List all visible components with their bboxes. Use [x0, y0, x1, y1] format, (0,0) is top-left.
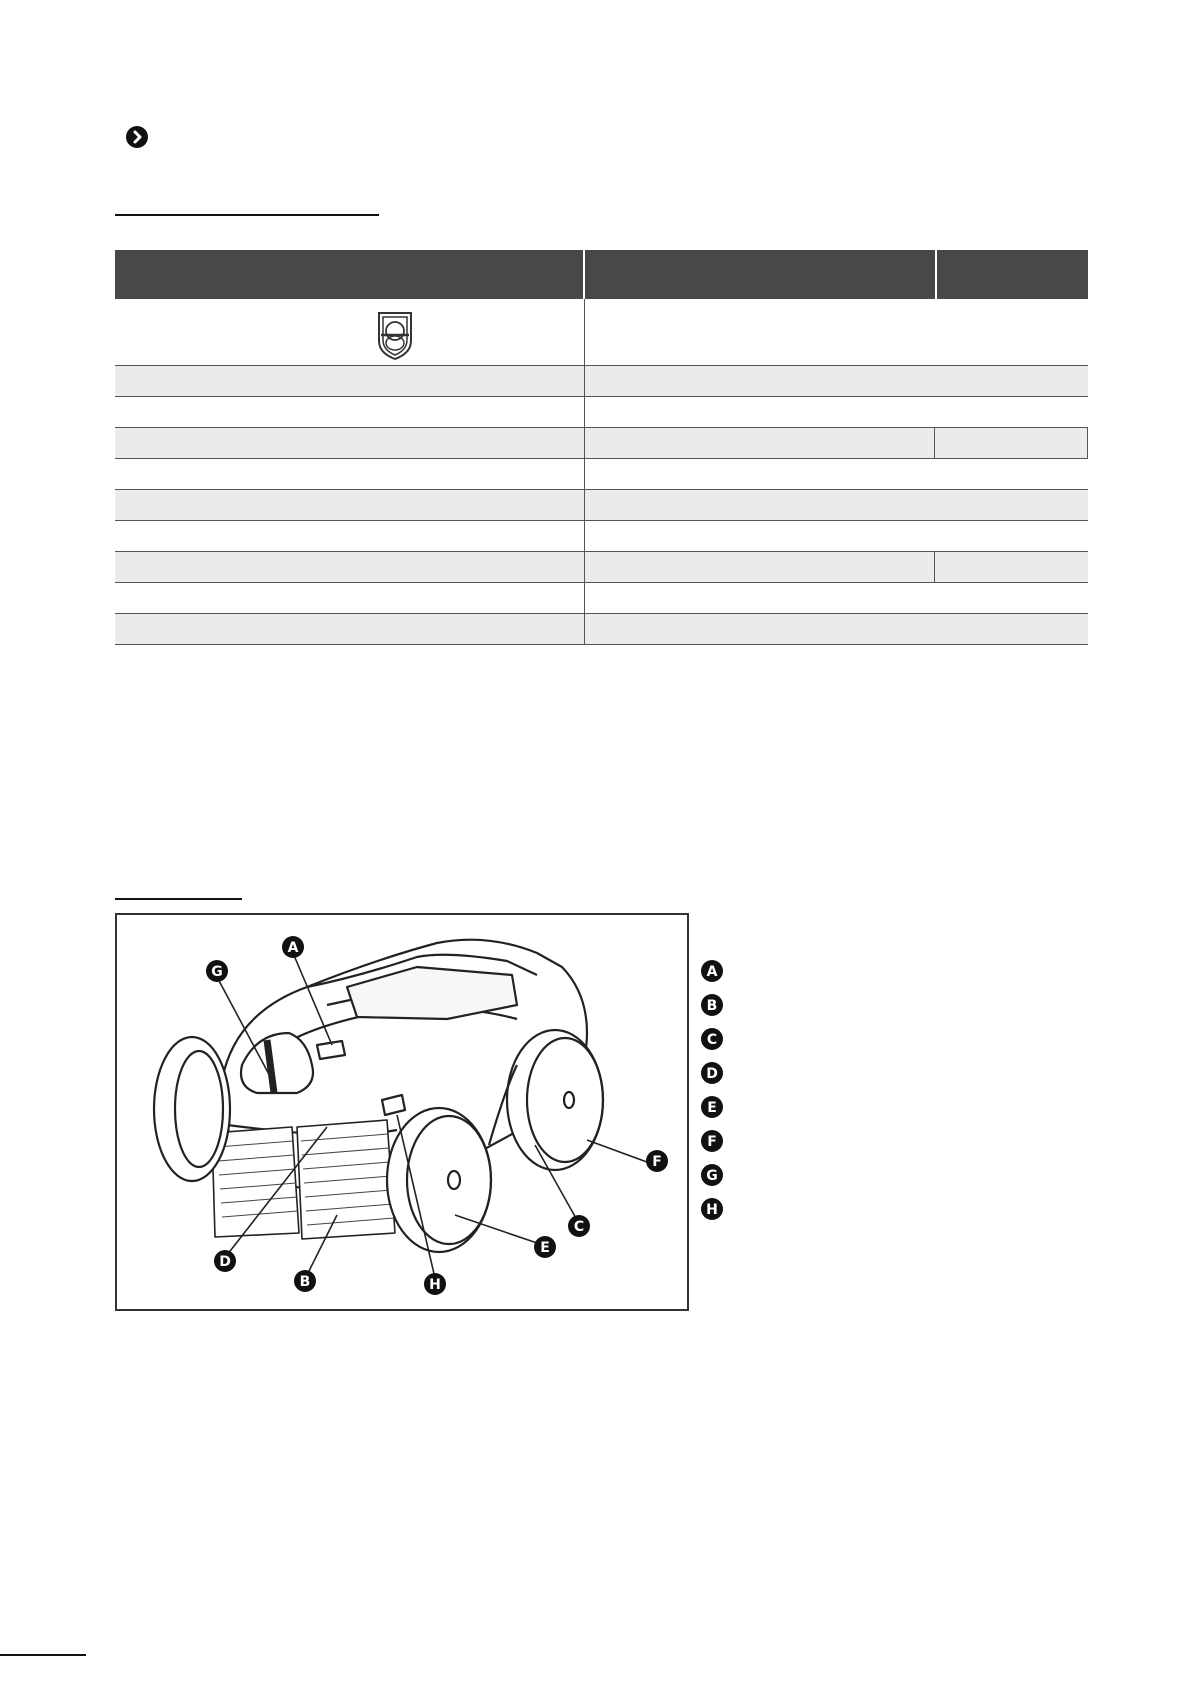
- table-cell: [115, 552, 585, 582]
- header-cell: [937, 250, 1088, 299]
- svg-text:D: D: [219, 1254, 231, 1270]
- table-row: [115, 397, 1088, 428]
- table-cell: [585, 397, 1088, 427]
- table-row: [115, 459, 1088, 490]
- table-cell: [115, 459, 585, 489]
- table-row: [115, 490, 1088, 521]
- svg-text:A: A: [287, 940, 299, 956]
- table-cell: [115, 583, 585, 613]
- legend-item-e: [701, 1096, 723, 1118]
- legend-item-g: [701, 1164, 723, 1186]
- svg-text:H: H: [429, 1277, 441, 1293]
- header-cell: [585, 250, 937, 299]
- legend-item-b: [701, 994, 723, 1016]
- robot-cleaner-figure: [115, 913, 689, 1311]
- table-cell: [115, 614, 585, 644]
- svg-text:E: E: [707, 1100, 717, 1116]
- svg-text:H: H: [706, 1202, 718, 1218]
- table-cell: [585, 299, 1088, 365]
- shield-certification-icon: [365, 305, 425, 365]
- table-row: [115, 299, 1088, 366]
- table-cell: [115, 490, 585, 520]
- table-row: [115, 521, 1088, 552]
- legend-letters: [700, 960, 724, 1230]
- table-cell: [585, 428, 935, 458]
- section-heading-underline: [115, 214, 379, 216]
- svg-text:B: B: [299, 1274, 311, 1290]
- table-cell: [585, 521, 1088, 551]
- callout-d: [214, 1250, 236, 1272]
- svg-text:C: C: [573, 1219, 585, 1235]
- table-row: [115, 583, 1088, 614]
- legend-item-c: [701, 1028, 723, 1050]
- table-cell: [585, 366, 1088, 396]
- svg-text:F: F: [652, 1154, 662, 1170]
- table-cell: [115, 366, 585, 396]
- table-cell: [115, 299, 585, 365]
- table-cell: [115, 521, 585, 551]
- table-row: [115, 552, 1088, 583]
- svg-text:B: B: [706, 998, 718, 1014]
- callout-b: [294, 1270, 316, 1292]
- svg-text:C: C: [706, 1032, 718, 1048]
- legend-item-a: [701, 960, 723, 982]
- footer-rule: [0, 1654, 86, 1656]
- legend-item-d: [701, 1062, 723, 1084]
- table-cell: [585, 552, 935, 582]
- svg-text:G: G: [211, 964, 223, 980]
- table-row: [115, 428, 1088, 459]
- parts-legend: [700, 960, 724, 1235]
- callout-c: [568, 1215, 590, 1237]
- table-cell: [935, 428, 1088, 458]
- chevron-right-circle-icon: [126, 126, 148, 148]
- svg-text:D: D: [706, 1066, 718, 1082]
- table-cell: [115, 397, 585, 427]
- svg-text:G: G: [706, 1168, 718, 1184]
- table-row: [115, 614, 1088, 645]
- callout-g: [206, 960, 228, 982]
- callout-e: [534, 1236, 556, 1258]
- section-heading-underline: [115, 898, 242, 900]
- table-cell: [115, 428, 585, 458]
- callout-h: [424, 1273, 446, 1295]
- table-cell: [585, 614, 1088, 644]
- header-cell: [115, 250, 585, 299]
- svg-text:F: F: [707, 1134, 717, 1150]
- table-cell: [935, 552, 1088, 582]
- svg-text:E: E: [540, 1240, 550, 1256]
- callout-f: [646, 1150, 668, 1172]
- table-cell: [585, 459, 1088, 489]
- legend-item-f: [701, 1130, 723, 1152]
- robot-cleaner-illustration: [117, 915, 687, 1309]
- table-cell: [585, 583, 1088, 613]
- legend-item-h: [701, 1198, 723, 1220]
- table-row: [115, 366, 1088, 397]
- svg-text:A: A: [706, 964, 718, 980]
- table-cell: [585, 490, 1088, 520]
- table-header: [115, 250, 1088, 299]
- callout-a: [282, 936, 304, 958]
- specifications-table: [115, 250, 1088, 645]
